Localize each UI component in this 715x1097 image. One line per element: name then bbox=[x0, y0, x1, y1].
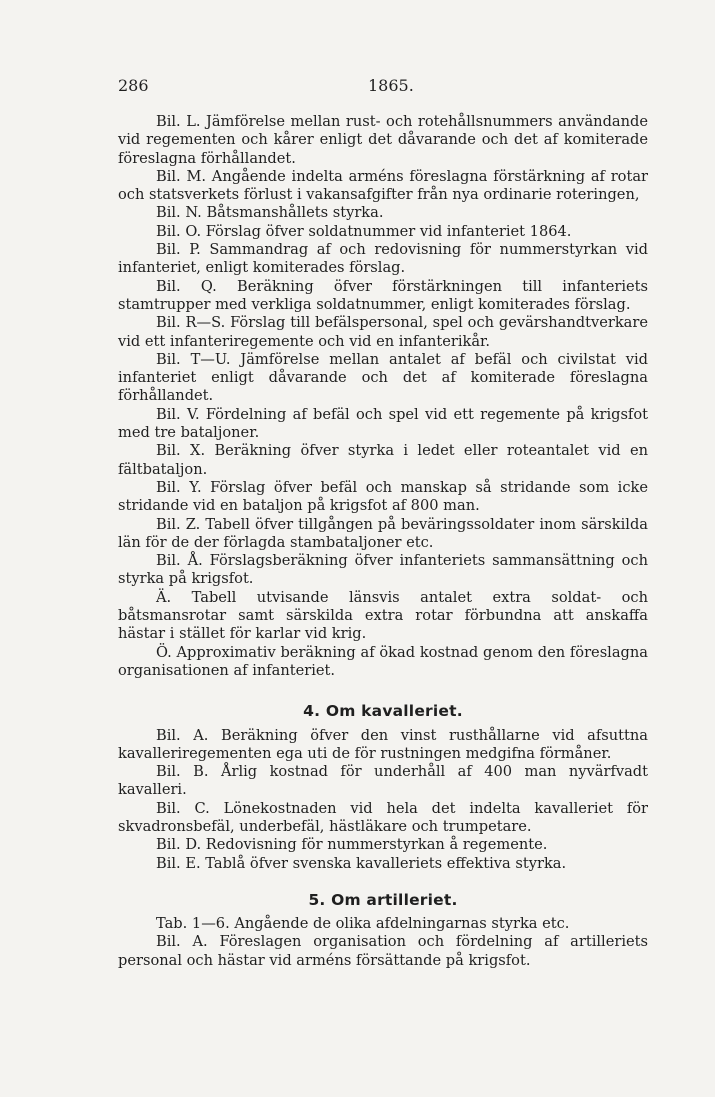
entry-bil-z: Bil. Z. Tabell öfver tillgången på beväringssoldater inom särskilda län för de der förlagda stambataljoner etc. bbox=[118, 515, 648, 551]
entry-bil-m: Bil. M. Angående indelta arméns föreslagna förstärkning af rotar och statsverkets förlust i vakansafgifter från nya ordinarie roteringen, bbox=[118, 167, 648, 204]
section-heading-kavalleriet: 4. Om kavalleriet. bbox=[303, 702, 463, 721]
kav-entry-bil-d: Bil. D. Redovisning för nummerstyrkan å regemente. bbox=[156, 836, 548, 854]
kav-entry-bil-a: Bil. A. Beräkning öfver den vinst rusthållarne vid afsuttna kavalleriregementen ega uti de för rustningen medgifna förmåner. bbox=[118, 726, 648, 762]
section-heading-artilleriet: 5. Om artilleriet. bbox=[308, 890, 458, 909]
entry-bil-x: Bil. X. Beräkning öfver styrka i ledet eller roteantalet vid en fältbataljon. bbox=[118, 442, 648, 478]
running-head-year: 1865. bbox=[368, 76, 414, 95]
entry-bil-o: Bil. O. Förslag öfver soldatnummer vid infanteriet 1864. bbox=[156, 222, 572, 240]
kav-entry-bil-e: Bil. E. Tablå öfver svenska kavalleriets effektiva styrka. bbox=[156, 854, 567, 872]
page-number: 286 bbox=[118, 76, 149, 95]
entry-bil-n: Bil. N. Båtsmanshållets styrka. bbox=[156, 204, 384, 222]
entry-bil-aa: Bil. Å. Förslagsberäkning öfver infanteriets sammansättning och styrka på krigsfot. bbox=[118, 552, 648, 588]
entry-bil-q: Bil. Q. Beräkning öfver förstärkningen till infanteriets stamtrupper med verkliga soldatnummer, enligt komiterades förslag. bbox=[118, 277, 648, 313]
entry-bil-v: Bil. V. Fördelning af befäl och spel vid ett regemente på krigsfot med tre bataljoner. bbox=[118, 405, 648, 442]
kav-entry-bil-b: Bil. B. Årlig kostnad för underhåll af 400 man nyvärfvadt kavalleri. bbox=[118, 763, 648, 799]
entry-oe: Ö. Approximativ beräkning af ökad kostnad genom den föreslagna organisationen af infanteriet. bbox=[118, 643, 648, 679]
entry-bil-t-u: Bil. T—U. Jämförelse mellan antalet af befäl och civilstat vid infanteriet enligt dåvarande och det af komiterade föreslagna förhållandet. bbox=[118, 350, 648, 405]
art-entry-bil-a: Bil. A. Föreslagen organisation och fördelning af artilleriets personal och hästar vid arméns försättande på krigsfot. bbox=[118, 933, 648, 969]
entry-bil-r-s: Bil. R—S. Förslag till befälspersonal, spel och gevärshandtverkare vid ett infanteriregemente och vid en infanterikår. bbox=[118, 314, 648, 350]
page-header bbox=[118, 76, 648, 100]
art-entry-tab-1-6: Tab. 1—6. Angående de olika afdelningarnas styrka etc. bbox=[156, 915, 570, 933]
page-body bbox=[118, 113, 648, 970]
entry-bil-y: Bil. Y. Förslag öfver befäl och manskap så stridande som icke stridande vid en bataljon på krigsfot af 800 man. bbox=[118, 478, 648, 515]
entry-bil-p: Bil. P. Sammandrag af och redovisning för nummerstyrkan vid infanteriet, enligt komiterades förslag. bbox=[118, 241, 648, 277]
kav-entry-bil-c: Bil. C. Lönekostnaden vid hela det indelta kavalleriet för skvadronsbefäl, underbefäl, hästläkare och trumpetare. bbox=[118, 799, 648, 835]
entry-bil-l: Bil. L. Jämförelse mellan rust- och rotehållsnummers användande vid regementen och kårer enligt det dåvarande och det af komiterade föreslagna förhållandet. bbox=[118, 113, 648, 167]
entry-ae: Ä. Tabell utvisande länsvis antalet extra soldat- och båtsmansrotar samt särskilda extra rotar förbundna att anskaffa hästar i stället för karlar vid krig. bbox=[118, 588, 648, 643]
